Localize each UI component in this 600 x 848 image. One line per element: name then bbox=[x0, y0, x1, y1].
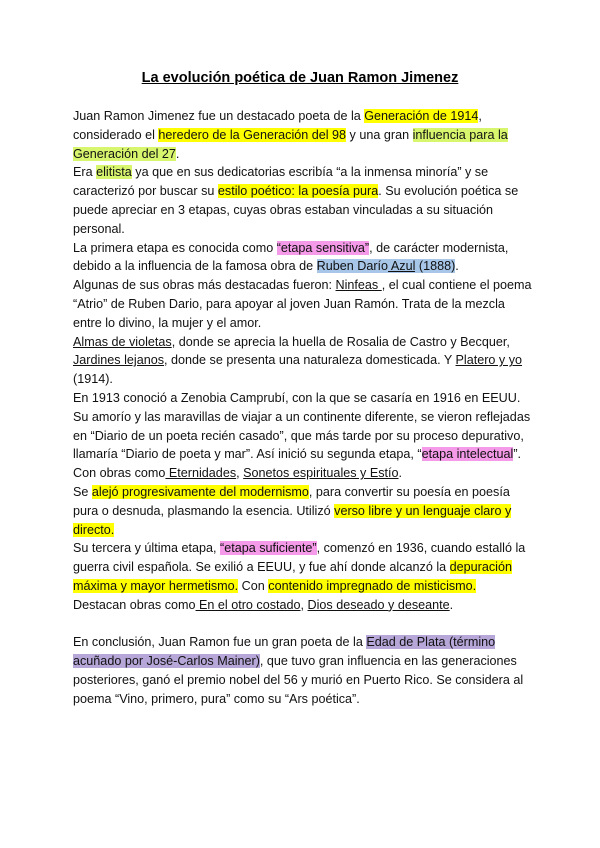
text-run: (1914). bbox=[73, 372, 113, 387]
highlight-edad-de-plata: Edad de Plata (término acuñado por José-Carlos Mainer) bbox=[73, 635, 496, 669]
highlight-heredero: heredero de la Generación del 98 bbox=[158, 127, 347, 142]
text-run: La primera etapa es conocida como bbox=[73, 240, 277, 255]
text-run: , para convertir su poesía en poesía pura o desnuda, plasmando la esencia. Utilizó bbox=[73, 484, 510, 518]
paragraph-obras-destacadas bbox=[73, 276, 533, 332]
text-run: Algunas de sus obras más destacadas fueron: bbox=[73, 278, 336, 293]
text-run: ”. Con obras como bbox=[73, 447, 522, 481]
paragraph-conclusion bbox=[73, 633, 533, 708]
text-run: , que tuvo gran influencia en las generaciones posteriores, ganó el premio nobel del 56 y murió en Puerto Rico. Se considera al poema “Vino, primero, pura” como su “Ars poética”. bbox=[73, 654, 524, 706]
document-title: La evolución poética de Juan Ramon Jimenez bbox=[141, 70, 459, 86]
text-run: Destacan obras como bbox=[73, 597, 196, 612]
text-run: , el cual contiene el poema “Atrio” de Ruben Dario, para apoyar al joven Juan Ramón. Trata de la mezcla entre lo divino, la mujer y el amor. bbox=[73, 278, 532, 330]
text-run: . bbox=[398, 466, 403, 481]
highlight-depuracion: depuración máxima y mayor hermetismo. bbox=[73, 560, 512, 593]
text-run: , bbox=[300, 597, 308, 612]
text-run: Era bbox=[73, 165, 97, 180]
text-run: . bbox=[449, 597, 454, 612]
work-title-eternidades: Eternidades bbox=[165, 466, 237, 481]
work-title-otro-costado: En el otro costado bbox=[195, 597, 301, 612]
highlight-ruben-dario: Ruben Darío bbox=[316, 259, 389, 274]
paragraph-segunda-etapa bbox=[73, 389, 533, 483]
text-run: ya que en sus dedicatorias escribía “a la inmensa minoría” y se caracterizó por buscar su bbox=[73, 165, 489, 199]
highlight-misticismo: contenido impregnado de misticismo. bbox=[268, 578, 477, 593]
paragraph-destacan-obras bbox=[73, 596, 533, 615]
paragraph-spacer bbox=[73, 615, 533, 634]
paragraph-modernismo bbox=[73, 483, 533, 539]
text-run: , de carácter modernista, debido a la influencia de la famosa obra de bbox=[73, 240, 509, 274]
highlight-etapa-sensitiva: “etapa sensitiva” bbox=[276, 240, 370, 255]
work-title-azul: Azul bbox=[388, 259, 416, 274]
work-title-jardines-lejanos: Jardines lejanos bbox=[73, 353, 165, 368]
highlight-year-1888: (1888) bbox=[415, 259, 456, 274]
highlight-alejo-modernismo: alejó progresivamente del modernismo bbox=[91, 484, 309, 499]
text-run: En 1913 conoció a Zenobia Camprubí, con la que se casaría en 1916 en EEUU. Su amorío y las maravillas de viajar a un continente diferente, se vieron reflejadas en “Diario de un poeta recién casado”, que más tarde por su proceso depurativo, llamaría “Diario de poeta y mar”. Así inició su segunda etapa, “ bbox=[73, 390, 531, 462]
highlight-elitista: elitista bbox=[96, 165, 132, 180]
work-title-sonetos-estio: Sonetos espirituales y Estío bbox=[243, 466, 399, 481]
text-run: Con bbox=[238, 578, 269, 593]
work-title-dios-deseado: Dios deseado y deseante bbox=[307, 597, 450, 612]
work-title-ninfeas: Ninfeas bbox=[335, 278, 382, 293]
text-run: , donde se aprecia la huella de Rosalia de Castro y Becquer, bbox=[171, 334, 510, 349]
text-run: Juan Ramon Jimenez fue un destacado poeta de la bbox=[73, 109, 365, 123]
text-run: , donde se presenta una naturaleza domesticada. Y bbox=[164, 353, 456, 368]
work-title-almas-de-violetas: Almas de violetas bbox=[73, 334, 172, 349]
highlight-etapa-suficiente: “etapa suficiente” bbox=[220, 541, 317, 556]
highlight-generation-1914: Generación de 1914 bbox=[364, 109, 479, 123]
work-title-platero-y-yo: Platero y yo bbox=[455, 353, 523, 368]
text-run: Se bbox=[73, 484, 92, 499]
paragraph-elitista bbox=[73, 163, 533, 238]
highlight-etapa-intelectual: etapa intelectual bbox=[421, 447, 514, 462]
text-run: . bbox=[455, 259, 459, 274]
paragraph-primera-etapa bbox=[73, 239, 533, 277]
text-run: Su tercera y última etapa, bbox=[73, 541, 220, 556]
text-run: En conclusión, Juan Ramon fue un gran poeta de la bbox=[73, 635, 367, 650]
text-run: . bbox=[175, 146, 180, 161]
text-run: . Su evolución poética se puede apreciar en 3 etapas, cuyas obras estaban vinculadas a su situación personal. bbox=[73, 184, 519, 236]
paragraph-intro bbox=[73, 107, 533, 163]
highlight-influencia: influencia para la Generación del 27 bbox=[73, 127, 508, 161]
highlight-estilo-poetico: estilo poético: la poesía pura bbox=[217, 184, 379, 199]
text-run: , considerado el bbox=[73, 109, 482, 142]
paragraph-tercera-etapa bbox=[73, 539, 533, 595]
text-run: , bbox=[236, 466, 244, 481]
highlight-verso-libre: verso libre y un lenguaje claro y directo. bbox=[73, 503, 512, 537]
text-run: , comenzó en 1936, cuando estalló la guerra civil española. Se exilió a EEUU, y fue ahí donde alcanzó la bbox=[73, 541, 526, 575]
text-run: y una gran bbox=[346, 127, 413, 142]
document-body bbox=[73, 107, 533, 709]
paragraph-almas-violetas bbox=[73, 333, 533, 389]
